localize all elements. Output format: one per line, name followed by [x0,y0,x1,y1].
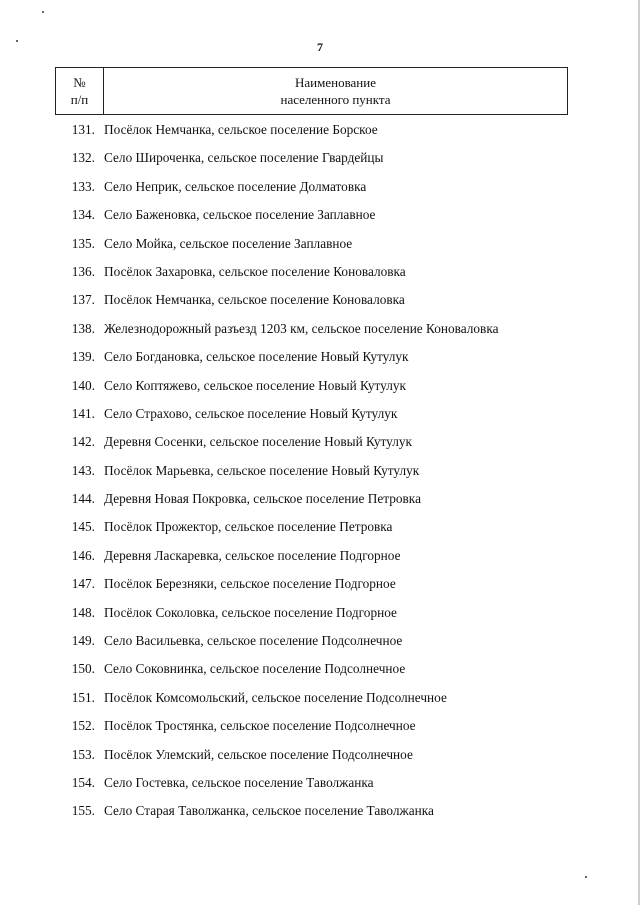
table-row [0,544,640,572]
row-settlement-name: Посёлок Тростянка, сельское поселение Подсолнечное [104,718,416,734]
table-row [0,402,640,430]
table-row [0,232,640,260]
row-number: 148. [71,604,95,620]
row-number: 134. [71,207,95,223]
row-settlement-name: Железнодорожный разъезд 1203 км, сельское поселение Коноваловка [104,320,499,336]
table-header [55,67,568,115]
row-number: 144. [71,491,95,507]
row-number: 131. [71,122,95,137]
table-row [0,118,640,146]
table-row [0,743,640,771]
row-settlement-name: Село Старая Таволжанка, сельское поселение Таволжанка [104,803,434,819]
table-row [0,430,640,458]
table-row [0,572,640,600]
row-number: 153. [71,746,95,762]
row-number: 147. [71,576,95,592]
table-row [0,686,640,714]
header-number-abbr: п/п [70,92,89,107]
row-number: 132. [71,150,95,166]
header-name-line1: Наименование [295,75,376,90]
row-number: 143. [71,462,95,478]
table-row [0,203,640,231]
header-name-column [104,68,567,114]
table-row [0,175,640,203]
row-settlement-name: Посёлок Захаровка, сельское поселение Коноваловка [104,263,406,279]
row-settlement-name: Посёлок Березняки, сельское поселение Подгорное [104,576,396,592]
row-settlement-name: Село Богдановка, сельское поселение Новый Кутулук [104,349,409,365]
table-row [0,629,640,657]
row-settlement-name: Село Гостевка, сельское поселение Таволжанка [104,774,374,790]
row-number: 133. [71,178,95,194]
table-row [0,459,640,487]
row-settlement-name: Село Баженовка, сельское поселение Заплавное [104,207,376,223]
row-settlement-name: Село Страхово, сельское поселение Новый Кутулук [104,405,398,421]
row-settlement-name: Посёлок Комсомольский, сельское поселение Подсолнечное [104,689,447,705]
row-settlement-name: Посёлок Немчанка, сельское поселение Коноваловка [104,292,405,308]
row-settlement-name: Посёлок Марьевка, сельское поселение Новый Кутулук [104,462,420,478]
row-number: 140. [71,377,95,393]
row-number: 142. [71,434,95,450]
row-settlement-name: Деревня Новая Покровка, сельское поселение Петровка [104,491,421,507]
table-row [0,288,640,316]
row-settlement-name: Село Васильевка, сельское поселение Подсолнечное [104,633,403,649]
table-row [0,374,640,402]
table-row [0,714,640,742]
table-row [0,601,640,629]
row-number: 146. [71,547,95,563]
row-settlement-name: Село Соковнинка, сельское поселение Подсолнечное [104,661,406,677]
row-settlement-name: Село Широченка, сельское поселение Гвардейцы [104,150,384,166]
row-number: 152. [71,718,95,734]
header-name-line2: населенного пункта [280,92,391,107]
row-number: 151. [71,689,95,705]
settlement-list [0,118,640,828]
row-number: 145. [71,519,95,535]
row-settlement-name: Посёлок Соколовка, сельское поселение Подгорное [104,604,397,620]
row-number: 137. [71,292,95,308]
row-number: 150. [71,661,95,677]
row-number: 154. [71,774,95,790]
table-row [0,146,640,174]
row-settlement-name: Деревня Сосенки, сельское поселение Новый Кутулук [104,434,412,450]
table-row [0,487,640,515]
row-number: 149. [71,633,95,649]
header-number-sign: № [73,75,86,90]
row-settlement-name: Посёлок Улемский, сельское поселение Подсолнечное [104,746,413,762]
row-settlement-name: Посёлок Немчанка, сельское поселение Борское [104,122,378,137]
row-settlement-name: Село Мойка, сельское поселение Заплавное [104,235,353,251]
row-number: 138. [71,320,95,336]
table-row [0,317,640,345]
table-row [0,657,640,685]
table-row [0,260,640,288]
row-number: 136. [71,263,95,279]
row-settlement-name: Посёлок Прожектор, сельское поселение Петровка [104,519,393,535]
table-row [0,771,640,799]
row-settlement-name: Село Неприк, сельское поселение Долматовка [104,178,367,194]
scan-speck [42,11,44,13]
row-number: 155. [71,803,95,819]
row-settlement-name: Село Коптяжево, сельское поселение Новый Кутулук [104,377,406,393]
page-number: 7 [317,40,323,54]
scan-speck [585,876,587,878]
row-number: 139. [71,349,95,365]
table-row [0,515,640,543]
row-number: 141. [71,405,95,421]
header-number-column [56,68,104,114]
table-row [0,345,640,373]
table-row [0,799,640,827]
row-settlement-name: Деревня Ласкаревка, сельское поселение Подгорное [104,547,401,563]
row-number: 135. [71,235,95,251]
